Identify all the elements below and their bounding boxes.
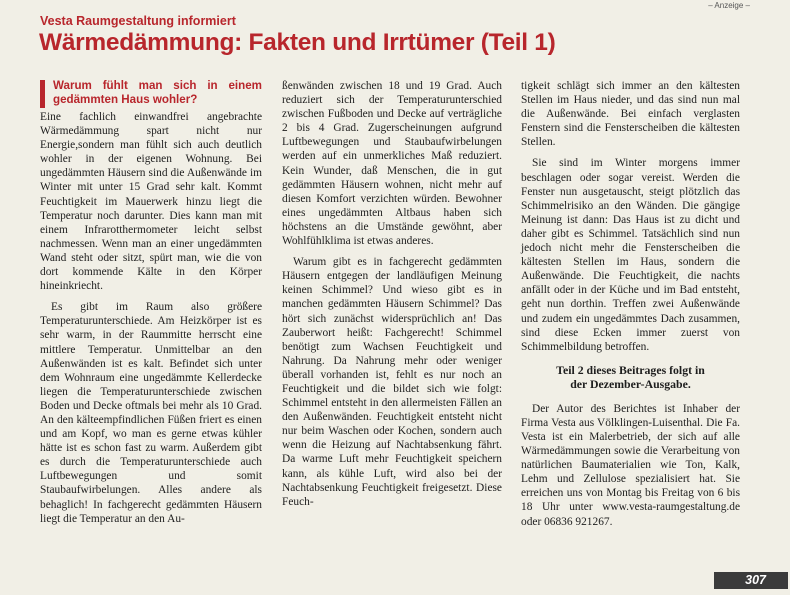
paragraph: tigkeit schlägt sich immer an den kältesten Stellen im Haus nieder, und das sind nun mal die Außenwände. Bei einfach verglasten Fenstern sind die Fensterscheiben die kältesten Stellen.: [521, 80, 740, 149]
article-column-2: [282, 79, 502, 516]
paragraph: Es gibt im Raum also größere Temperaturunterschiede. Am Heizkörper ist es sehr warm, in der Raummitte herrscht eine mittlere Temperatur. Unmittelbar an den Außenwänden ist es kalt. Befindet sich unter dem Wohnraum eine ungedämmte Kellerdecke liegen die Temperaturunterschiede zwischen Boden und Decke oftmals bei mehr als 10 Grad. An den kälteempfindlichen Füßen friert es einen und am Kopf, wo man es gerne etwas kühler hätte ist es schon fast zu warm. Außerdem gibt es durch die Temperaturunterschiede auch Luftbewegungen und somit Staubaufwirbelungen. Alles andere als behaglich! In fachgerecht gedämmten Häusern liegt die Temperatur an den Au-: [40, 301, 262, 525]
continuation-line-1: Teil 2 dieses Beitrages folgt in: [556, 362, 705, 377]
paragraph: Eine fachlich einwandfrei angebrachte Wärmedämmung spart nicht nur Energie,sondern man fühlt sich auch deutlich wohler in der eigenen Wohnung. Bei ungedämmten Häusern sind die Außenwände im Winter mit unter 15 Grad sehr kalt. Kommt Feuchtigkeit im Mauerwerk hinzu liegt die Temperatur noch darunter. Dies kann man mit einem Infrarotthermometer leicht selbst nachmessen. Wenn man an einer ungedämmten Wand steht oder sitzt, spürt man, wie die von dort kommende Kälte in den Körper hineinkriecht.: [40, 111, 262, 293]
subheading: [40, 79, 262, 107]
page-number: 307: [714, 572, 788, 589]
article-column-1: [40, 79, 262, 533]
author-note: Der Autor des Berichtes ist Inhaber der Firma Vesta aus Völklingen-Luisenthal. Die Fa. Vesta ist ein Malerbetrieb, der sich auf alle Wärmedämmungen sowie die Verarbeitung von natürlichen Baumaterialien wie Ton, Kalk, Lehm und Zellulose spezialisiert hat. Sie erreichen uns von Montag bis Freitag von 6 bis 18 Uhr unter www.vesta-raumgestaltung.de oder 06836 921267.: [521, 402, 740, 528]
continuation-line-2: der Dezember-Ausgabe.: [570, 377, 691, 392]
paragraph: Sie sind im Winter morgens immer beschlagen oder sogar vereist. Werden die Fenster nun ausgetauscht, steigt plötzlich das Schimmelrisiko an den Wänden. Die gängige Meinung ist dann: Das Haus ist zu dicht und daher gibt es Schimmel. Tatsächlich sind nun jedoch nicht mehr die Fensterscheiben die kältesten Stellen im Haus, sondern die Außenwände. Die Feuchtigkeit, die nachts anfällt oder in der Küche und im Bad entsteht, geht nun dorthin. Treffen zwei Außenwände und zudem ein ungedämmtes Dach zusammen, sind diese Ecken immer zuerst von Schimmelbildung betroffen.: [521, 157, 740, 353]
page-title: Wärmedämmung: Fakten und Irrtümer (Teil 1): [39, 29, 556, 56]
article-column-3: [521, 79, 740, 536]
paragraph: ßenwänden zwischen 18 und 19 Grad. Auch reduziert sich der Temperaturunterschied zwischen Fußboden und Decke auf verträgliche 2 bis 4 Grad. Zugerscheinungen aufgrund Luftbewegungen und Staubaufwirbelungen werden auf ein unmerkliches Maß reduziert. Kein Wunder, daß Menschen, die in gut gedämmten Häusern wohnen, nicht mehr auf diesen Komfort verzichten würden. Bewohner eines ungedämmten Altbaus haben sich höchstens an die Umstände gewöhnt, aber Wohlfühlklima ist etwas anderes.: [282, 80, 502, 248]
subheading-bar: [40, 80, 45, 108]
advertisement-label: – Anzeige –: [708, 1, 750, 10]
continuation-note: [521, 363, 740, 392]
kicker: Vesta Raumgestaltung informiert: [40, 14, 236, 28]
subheading-text: Warum fühlt man sich in einem gedämmten Haus wohler?: [53, 79, 262, 106]
paragraph: Warum gibt es in fachgerecht gedämmten Häusern entgegen der landläufigen Meinung keinen Schimmel? Und wieso gibt es in manchen gedämmten Häusern Schimmel? Das hört sich zunächst widersprüchlich an! Das Zauberwort heißt: Fachgerecht! Schimmel benötigt zum Wachsen Feuchtigkeit und Nahrung. Da Nahrung mehr oder weniger überall vorhanden ist, fehlt es nur noch an Feuchtigkeit und die bildet sich wie folgt: Schimmel entsteht in den allermeisten Fällen an den Außenwänden. Feuchtigkeit entsteht nicht nur beim Waschen oder Kochen, sondern auch wenn die Heizung auf Nachtabsenkung fährt. Da warme Luft mehr Feuchtigkeit speichern kann, als kühle Luft, wird also bei der Nachtabsenkung Feuchtigkeit freigesetzt. Diese Feuch-: [282, 256, 502, 508]
